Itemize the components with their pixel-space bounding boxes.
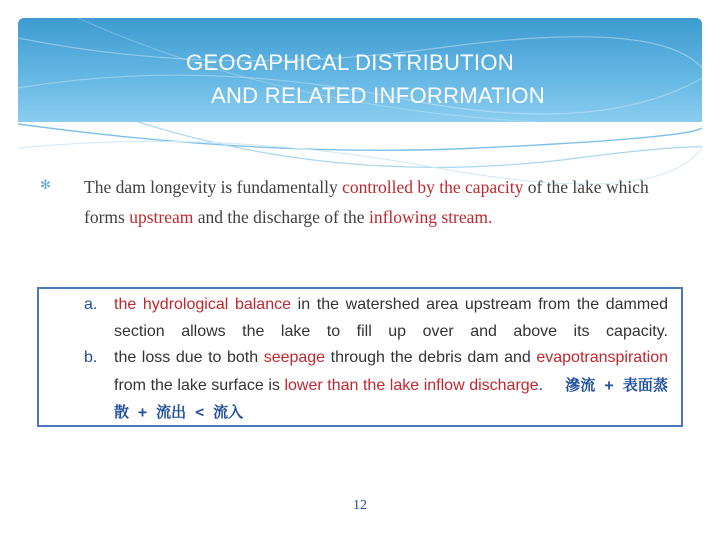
bullet-text-emphasis: controlled by the capacity bbox=[342, 177, 524, 197]
list-text-segment: the loss due to both bbox=[114, 349, 264, 366]
list-text-emphasis: lower than the lake inflow discharge bbox=[284, 376, 539, 394]
bullet-paragraph bbox=[84, 172, 684, 232]
bullet-text-segment: The dam longevity is fundamentally bbox=[84, 177, 343, 197]
page-title bbox=[0, 46, 720, 112]
bullet-text-emphasis: inflowing stream. bbox=[368, 207, 493, 227]
list-text-segment: from the lake surface is bbox=[114, 376, 285, 394]
bullet-text-segment: and the discharge of the bbox=[193, 207, 369, 227]
list-text-segment: . bbox=[538, 376, 544, 394]
bullet-text-emphasis: upstream bbox=[129, 207, 194, 227]
list-text-segment: in the watershed area upstream from the dammed section allows the lake to fill up over and above its capacity. bbox=[114, 296, 669, 340]
list-marker: b. bbox=[84, 349, 98, 366]
title-line-1: GEOGAPHICAL DISTRIBUTION bbox=[186, 50, 514, 75]
bullet-text-segment: of the lake which forms bbox=[84, 177, 649, 227]
info-list bbox=[84, 292, 668, 427]
list-marker: a. bbox=[84, 296, 98, 313]
page-number: 12 bbox=[353, 498, 367, 513]
list-item bbox=[84, 292, 668, 345]
list-text-emphasis: the hydrological balance bbox=[114, 296, 291, 313]
formula-text: 滲流 + 表面蒸散 + 流出 < 流入 bbox=[114, 375, 668, 421]
title-line-2: AND RELATED INFORRMATION bbox=[211, 83, 545, 108]
list-item bbox=[84, 345, 668, 427]
list-text-emphasis: seepage bbox=[263, 349, 326, 366]
list-text-emphasis: evapotranspiration bbox=[536, 349, 668, 366]
asterisk-icon: ✻ bbox=[40, 178, 51, 193]
list-text-segment: through the debris dam and bbox=[325, 349, 537, 366]
